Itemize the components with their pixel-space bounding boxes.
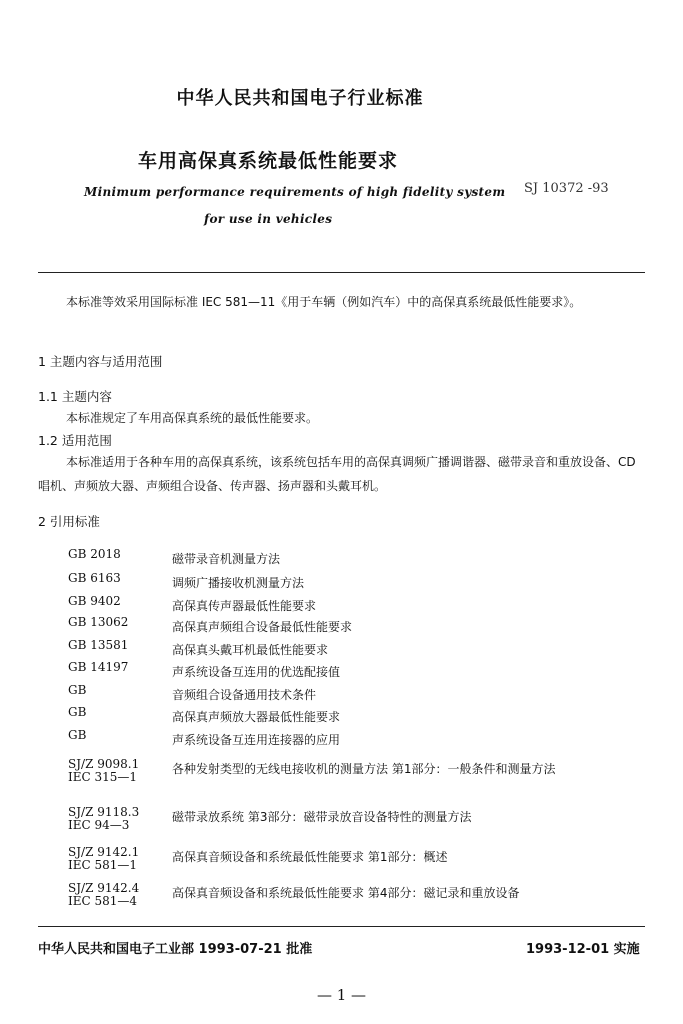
section-2-heading: 2 引用标准 (38, 514, 100, 529)
reference-code (68, 661, 168, 674)
reference-code-primary: GB 2018 (68, 547, 121, 561)
section-1-1-body: 本标准规定了车用高保真系统的最低性能要求。 (66, 411, 319, 425)
document-title-en-line1: Minimum performance requirements of high fidelity system (84, 185, 506, 199)
reference-code (68, 758, 168, 784)
reference-code (68, 706, 168, 719)
intro-text: 本标准等效采用国际标准 IEC 581—11《用于车辆（例如汽车）中的高保真系统最低性能要求》。 (66, 295, 582, 309)
reference-title: 高保真音频设备和系统最低性能要求 第1部分：概述 (172, 850, 448, 864)
footer-divider (38, 926, 645, 927)
section-1-heading: 1 主题内容与适用范围 (38, 354, 163, 369)
reference-code-primary: GB 13062 (68, 615, 129, 629)
section-1-1-heading: 1.1 主题内容 (38, 389, 112, 404)
standard-organization-header: 中华人民共和国电子行业标准 (176, 88, 424, 109)
reference-code-primary: GB 9402 (68, 594, 121, 608)
section-1-2-body: 本标准适用于各种车用的高保真系统，该系统包括车用的高保真调频广播调谐器、磁带录音和重放设备、CD唱机、声频放大器、声频组合设备、传声器、扬声器和头戴耳机。 (38, 455, 636, 493)
reference-code-primary: SJ/Z 9098.1 (68, 757, 140, 771)
reference-code-primary: GB (68, 728, 87, 742)
reference-title: 高保真声频组合设备最低性能要求 (172, 620, 353, 634)
reference-code (68, 806, 168, 832)
reference-code (68, 729, 168, 742)
reference-code (68, 572, 168, 585)
reference-code (68, 639, 168, 652)
reference-code (68, 616, 168, 629)
reference-code-primary: SJ/Z 9118.3 (68, 805, 140, 819)
approval-note: 中华人民共和国电子工业部 1993-07-21 批准 (38, 942, 313, 957)
reference-code (68, 548, 168, 561)
document-title-cn: 车用高保真系统最低性能要求 (137, 150, 398, 172)
reference-code (68, 595, 168, 608)
page-number: — 1 — (316, 986, 367, 1004)
reference-title: 磁带录音机测量方法 (172, 552, 281, 566)
reference-code (68, 882, 168, 908)
reference-title: 音频组合设备通用技术条件 (172, 688, 317, 702)
reference-code-primary: GB 6163 (68, 571, 121, 585)
reference-title: 高保真声频放大器最低性能要求 (172, 710, 341, 724)
reference-code-primary: GB 13581 (68, 638, 129, 652)
reference-title: 声系统设备互连用连接器的应用 (172, 733, 341, 747)
section-1-2-paragraph (38, 450, 645, 498)
reference-title: 高保真头戴耳机最低性能要求 (172, 643, 329, 657)
implementation-date: 1993-12-01 实施 (526, 942, 640, 957)
standard-code: SJ 10372 -93 (524, 181, 609, 196)
reference-title: 磁带录放系统 第3部分：磁带录放音设备特性的测量方法 (172, 810, 472, 824)
reference-title: 声系统设备互连用的优选配接值 (172, 665, 341, 679)
reference-code (68, 684, 168, 697)
section-1-2-heading: 1.2 适用范围 (38, 433, 112, 448)
intro-paragraph (38, 289, 645, 315)
reference-code-primary: GB (68, 683, 87, 697)
reference-title: 高保真传声器最低性能要求 (172, 599, 317, 613)
reference-title: 调频广播接收机测量方法 (172, 576, 305, 590)
reference-code-primary: SJ/Z 9142.4 (68, 881, 140, 895)
reference-code-primary: SJ/Z 9142.1 (68, 845, 140, 859)
reference-code-iec: IEC 581—1 (68, 858, 138, 872)
reference-title: 各种发射类型的无线电接收机的测量方法 第1部分：一般条件和测量方法 (172, 762, 556, 776)
reference-code-iec: IEC 94—3 (68, 818, 130, 832)
header-divider (38, 272, 645, 273)
reference-title: 高保真音频设备和系统最低性能要求 第4部分：磁记录和重放设备 (172, 886, 520, 900)
document-title-en-line2: for use in vehicles (204, 212, 333, 226)
reference-code-iec: IEC 315—1 (68, 770, 138, 784)
reference-code (68, 846, 168, 872)
reference-code-iec: IEC 581—4 (68, 894, 138, 908)
reference-code-primary: GB 14197 (68, 660, 129, 674)
reference-code-primary: GB (68, 705, 87, 719)
